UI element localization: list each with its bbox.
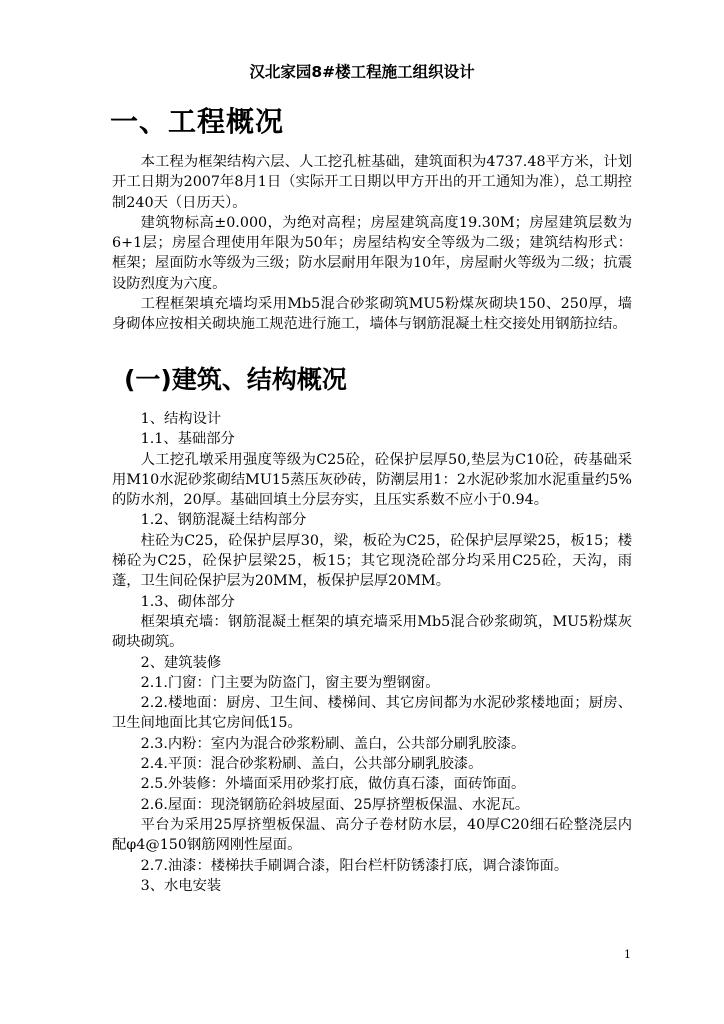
paragraph: 平台为采用25厚挤塑板保温、高分子卷材防水层，40厚C20细石砼整浇层内配φ4@150钢筋网刚性屋面。 xyxy=(112,816,632,854)
paragraph: 2、建筑装修 xyxy=(140,654,222,671)
paragraph: 2.1.门窗：门主要为防盗门，窗主要为塑钢窗。 xyxy=(140,674,440,691)
page-number: 1 xyxy=(624,948,631,961)
paragraph: 2.5.外装修：外墙面采用砂浆打底，做仿真石漆，面砖饰面。 xyxy=(140,776,526,793)
paragraph: 人工挖孔墩采用强度等级为C25砼，砼保护层厚50,垫层为C10砼，砖基础采用M10水泥砂浆砌结MU15蒸压灰砂砖，防潮层用1：2水泥砂浆加水泥重量约5%的防水剂，20厚。基础回填土分层夯实，且压实系数不应小于0.94。 xyxy=(112,451,632,509)
paragraph: 1.1、基础部分 xyxy=(140,431,235,448)
paragraph: 3、水电安装 xyxy=(140,877,222,894)
paragraph: 2.2.楼地面：厨房、卫生间、楼梯间、其它房间都为水泥砂浆楼地面；厨房、卫生间地面比其它房间低15。 xyxy=(112,695,632,732)
paragraph: 工程框架填充墙均采用Mb5混合砂浆砌筑MU5粉煤灰砌块150、250厚，墙身砌体应按相关砌块施工规范进行施工，墙体与钢筋混凝土柱交接处用钢筋拉结。 xyxy=(112,296,632,333)
section-heading-architecture-structure: (一)建筑、结构概况 xyxy=(124,365,347,394)
paragraph: 1.3、砌体部分 xyxy=(140,593,235,610)
paragraph: 1.2、钢筋混凝土结构部分 xyxy=(140,512,307,529)
paragraph: 框架填充墙：钢筋混凝土框架的填充墙采用Mb5混合砂浆砌筑，MU5粉煤灰砌块砌筑。 xyxy=(112,613,632,651)
paragraph: 2.4.平顶：混合砂浆粉刷、盖白，公共部分刷乳胶漆。 xyxy=(140,756,483,773)
overview-body xyxy=(112,152,632,335)
paragraph: 2.3.内粉：室内为混合砂浆粉刷、盖白，公共部分刷乳胶漆。 xyxy=(140,735,526,752)
section-heading-overview: 一、工程概况 xyxy=(110,105,285,138)
paragraph: 2.7.油漆：楼梯扶手刷调合漆，阳台栏杆防锈漆打底，调合漆饰面。 xyxy=(140,857,569,874)
paragraph: 柱砼为C25，砼保护层厚30，梁，板砼为C25，砼保护层厚梁25，板15；楼梯砼为C25，砼保护层梁25，板15；其它现浇砼部分均采用C25砼，天沟，雨蓬，卫生间砼保护层为20MM，板保护层厚20MM。 xyxy=(112,532,632,590)
document-title: 汉北家园8#楼工程施工组织设计 xyxy=(249,63,475,81)
architecture-structure-body xyxy=(112,409,632,896)
paragraph: 1、结构设计 xyxy=(140,411,222,427)
paragraph: 建筑物标高±0.000，为绝对高程；房屋建筑高度19.30M；房屋建筑层数为6+1层；房屋合理使用年限为50年；房屋结构安全等级为二级；建筑结构形式：框架；屋面防水等级为三级；防水层耐用年限为10年，房屋耐火等级为二级；抗震设防烈度为六度。 xyxy=(112,214,632,292)
paragraph: 2.6.屋面：现浇钢筋砼斜坡屋面、25厚挤塑板保温、水泥瓦。 xyxy=(140,796,530,813)
paragraph: 本工程为框架结构六层、人工挖孔桩基础，建筑面积为4737.48平方米，计划开工日期为2007年8月1日（实际开工日期以甲方开出的开工通知为准），总工期控制240天（日历天）。 xyxy=(112,154,632,211)
